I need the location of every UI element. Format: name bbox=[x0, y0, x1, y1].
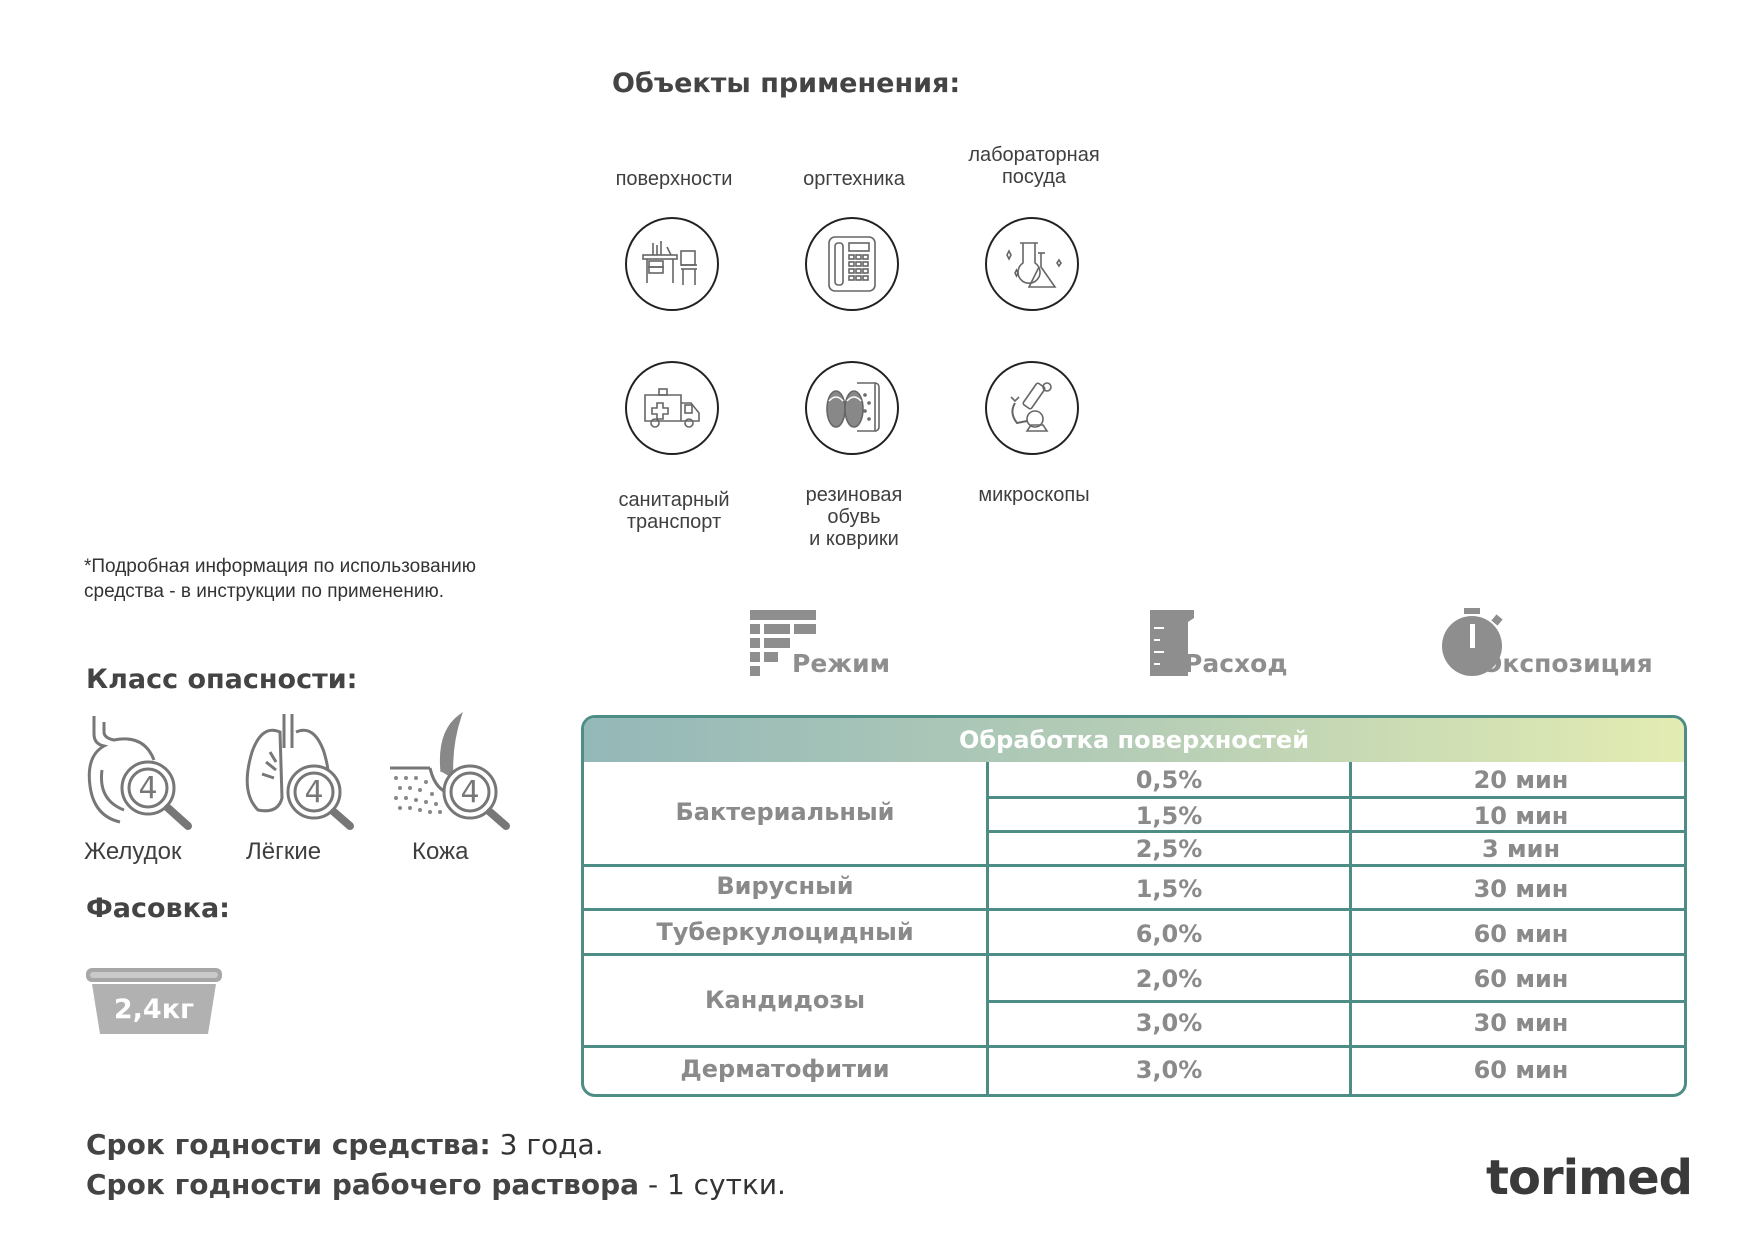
ambulance-icon bbox=[625, 361, 719, 455]
row-divider bbox=[584, 953, 1687, 956]
object-rubber-shoes bbox=[764, 484, 944, 550]
exposure-cell: 10 мин bbox=[1473, 802, 1569, 830]
flask-icon bbox=[985, 217, 1079, 311]
microscope-icon bbox=[985, 361, 1079, 455]
object-surfaces bbox=[584, 168, 764, 190]
bucket-icon bbox=[86, 966, 222, 1036]
consumption-cell: 1,5% bbox=[1135, 802, 1203, 830]
consumption-cell: 2,5% bbox=[1135, 835, 1203, 863]
shelf-life-product bbox=[86, 1128, 604, 1161]
object-sanitary-transport bbox=[584, 489, 764, 533]
consumption-cell: 6,0% bbox=[1135, 920, 1203, 948]
consumption-cell: 3,0% bbox=[1135, 1056, 1203, 1084]
table-header: Обработка поверхностей bbox=[584, 718, 1684, 762]
shelf-life-solution bbox=[86, 1168, 786, 1201]
packing-title: Фасовка: bbox=[86, 893, 230, 924]
legend-consumption bbox=[1148, 608, 1328, 678]
legend-exposure bbox=[1440, 608, 1660, 678]
row-divider bbox=[584, 908, 1687, 911]
hazard-title: Класс опасности: bbox=[86, 664, 358, 695]
consumption-cell: 0,5% bbox=[1135, 766, 1203, 794]
shelf-life-solution-value: - 1 сутки. bbox=[639, 1168, 786, 1201]
subrow-divider bbox=[986, 830, 1687, 833]
object-office-equipment bbox=[764, 168, 944, 190]
mode-cell: Туберкулоцидный bbox=[656, 918, 914, 946]
object-lab-glassware bbox=[944, 144, 1124, 188]
shelf-life-solution-label: Срок годности рабочего раствора bbox=[86, 1168, 640, 1201]
skin-icon bbox=[390, 712, 510, 832]
objects-title: Объекты применения: bbox=[612, 68, 961, 99]
exposure-cell: 30 мин bbox=[1473, 875, 1569, 903]
hazard-label-skin: Кожа bbox=[412, 838, 469, 865]
hazard-label-stomach: Желудок bbox=[84, 838, 182, 865]
hazard-class-value: 4 bbox=[460, 775, 480, 810]
legend-exposure-label: Экспозиция bbox=[1484, 649, 1653, 678]
brand-logo: torimed bbox=[1486, 1150, 1692, 1206]
hazard-label-lungs: Лёгкие bbox=[246, 838, 322, 865]
exposure-cell: 30 мин bbox=[1473, 1009, 1569, 1037]
mode-cell: Кандидозы bbox=[704, 986, 866, 1014]
phone-icon bbox=[805, 217, 899, 311]
consumption-cell: 3,0% bbox=[1135, 1009, 1203, 1037]
subrow-divider bbox=[986, 796, 1687, 799]
exposure-cell: 20 мин bbox=[1473, 766, 1569, 794]
object-label: оргтехника bbox=[803, 168, 905, 190]
consumption-cell: 1,5% bbox=[1135, 875, 1203, 903]
object-label: лабораторная посуда bbox=[968, 144, 1100, 188]
treatment-table bbox=[581, 715, 1687, 1097]
exposure-cell: 60 мин bbox=[1473, 920, 1569, 948]
subrow-divider bbox=[986, 1000, 1687, 1003]
packing-label: 2,4кг bbox=[113, 994, 195, 1025]
object-microscopes bbox=[944, 484, 1124, 506]
exposure-cell: 60 мин bbox=[1473, 965, 1569, 993]
footnote: *Подробная информация по использованию средства - в инструкции по применению. bbox=[84, 556, 477, 602]
row-divider bbox=[584, 864, 1687, 867]
slippers-icon bbox=[805, 361, 899, 455]
legend-mode bbox=[748, 608, 891, 678]
object-label: микроскопы bbox=[978, 484, 1090, 506]
shelf-life-product-value: 3 года. bbox=[490, 1128, 604, 1161]
exposure-cell: 3 мин bbox=[1481, 835, 1561, 863]
object-label: санитарный транспорт bbox=[618, 489, 730, 533]
row-divider bbox=[584, 1045, 1687, 1048]
hazard-class-value: 4 bbox=[138, 771, 158, 806]
mode-cell: Вирусный bbox=[716, 872, 854, 900]
object-label: поверхности bbox=[615, 168, 733, 190]
lungs-icon bbox=[236, 712, 356, 832]
mode-cell: Дерматофитии bbox=[680, 1055, 890, 1083]
legend-mode-label: Режим bbox=[792, 649, 891, 678]
hazard-class-value: 4 bbox=[304, 775, 324, 810]
shelf-life-product-label: Срок годности средства: bbox=[86, 1128, 491, 1161]
mode-cell: Бактериальный bbox=[675, 798, 895, 826]
legend-consumption-label: Расход bbox=[1184, 649, 1288, 678]
stomach-icon bbox=[82, 712, 202, 832]
exposure-cell: 60 мин bbox=[1473, 1056, 1569, 1084]
object-label: резиновая обувь и коврики bbox=[805, 484, 903, 550]
furniture-icon bbox=[625, 217, 719, 311]
consumption-cell: 2,0% bbox=[1135, 965, 1203, 993]
